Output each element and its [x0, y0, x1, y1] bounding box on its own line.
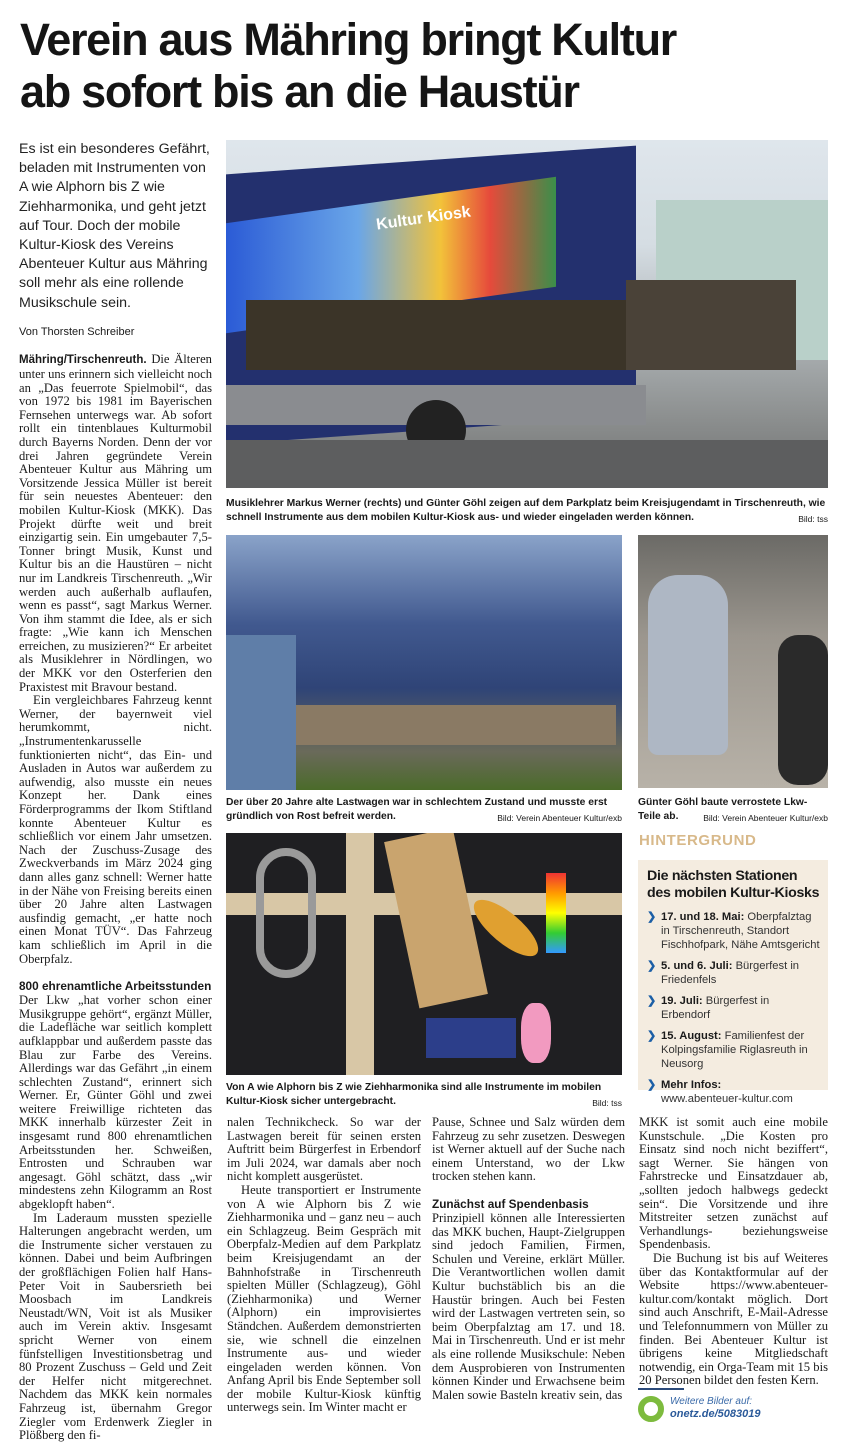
subheading: Zunächst auf Spendenbasis	[432, 1196, 589, 1211]
caption-text: Günter Göhl baute verrostete Lkw-Teile ab.	[638, 797, 808, 822]
item-text: Oberpfalztag in Tirschenreuth, Standort Fischhofpark, Nähe Amtsgericht	[661, 911, 820, 951]
photo-credit: Bild: tss	[592, 1097, 622, 1108]
byline: Von Thorsten Schreiber	[19, 325, 135, 338]
promo-label: Weitere Bilder auf:	[670, 1396, 753, 1407]
column-3	[432, 1116, 625, 1402]
column-1	[19, 140, 212, 1443]
body-paragraph	[19, 353, 212, 694]
photo-credit: Bild: tss	[798, 513, 828, 524]
more-photos-promo[interactable]	[638, 1388, 828, 1428]
photo-instruments	[226, 833, 622, 1075]
body-paragraph: Die Buchung ist bis auf Weiteres über das Kontaktformular auf der Website https://www.abenteuer-kultur.com/kontakt möglich. Dort sind auch Anschrift, E-Mail-Adresse und Telefonnummern von Müller zu finden. Bei Abenteuer Kultur ist übrigens keine Mitgliedschaft notwendig, ein Orga-Team mit 15 bis 20 Personen bildet den festen Kern.	[639, 1250, 828, 1388]
website-link[interactable]: www.abenteuer-kultur.com	[661, 1093, 793, 1105]
column-4	[639, 1116, 828, 1388]
onetz-logo-icon	[638, 1396, 664, 1422]
body-paragraph: Heute transportiert er Instrumente von A wie Alphorn bis Z wie Ziehharmonika und – ganz neu – auch ein Schlagzeug. Beim Gespräch mit Oberpfalz-Medien auf dem Parkplatz beim Kreisjugendamt an der Bahnhofstraße in Tirschenreuth spielten Müller (Schlagzeug), Göhl (Ziehharmonika) und Werner (Alphorn) ein improvisiertes Ständchen. Außerdem demonstrierten sie, wie schnell die einzelnen Instrumente aus- und wieder eingeladen werden können. Von Anfang April bis Ende September soll der mobile Kultur-Kiosk künftig unterwegs sein. Im Winter macht er	[227, 1182, 421, 1415]
photo-credit: Bild: Verein Abenteuer Kultur/exb	[703, 812, 828, 823]
body-paragraph: Pause, Schnee und Salz würden dem Fahrzeug zu sehr zusetzen. Deswegen ist Werner aktuell auf der Suche nach einem Unterstand, wo der Lkw trocken stehen kann.	[432, 1115, 625, 1184]
item-date: 15. August:	[661, 1030, 722, 1042]
photo-caption	[226, 796, 622, 825]
photo-caption	[226, 497, 828, 526]
body-paragraph: Der Lkw „hat vorher schon einer Musikgruppe gehört“, ergänzt Müller, die Ladefläche war seitlich komplett aufklappbar und außerdem passte das Blau zur Farbe des Vereins. Allerdings war das Gefährt „in einem schlechten Zustand“, erinnert sich Werner. Er, Günter Göhl und zwei weitere Freiwillige richteten das MKK innerhalb kürzester Zeit in insgesamt rund 800 ehrenamtlichen Arbeitsstunden her. Schweißen, Entrosten und Schrauben war angesagt. Göhl schätzt, dass „wir mindestens zehn Kilogramm an Rost abgeklopft haben“.	[19, 993, 212, 1212]
headline-line-2: ab sofort bis an die Haustür	[20, 66, 579, 117]
item-text: Bürgerfest in Friedenfels	[661, 960, 800, 986]
divider	[638, 1388, 684, 1390]
photo-caption	[226, 1081, 622, 1110]
body-text: Die Älteren unter uns erinnern sich vielleicht noch an „Das feuerrote Spielmobil“, das von 1972 bis 1981 im Bayerischen Fernsehen unterwegs war. Ab sofort rollt ein tintenblaues Kulturmobil durch Bayerns Norden. Denn der vor drei Jahren gegründete Verein Abenteuer Kultur aus Mähring um Vorsitzende Jessica Müller ist bereit für sein neuestes Abenteuer: den mobilen Kultur-Kiosk (MKK). Das Projekt dürfte weit und breit einzigartig sein. Ein umgebauter 7,5-Tonner bringt Musik, Kunst und Kultur bis an die Haustüren – nicht nur im Landkreis Tirschenreuth. „Wir werden auch außerhalb auflaufen, wenn es passt“, sagt Markus Werner. Von ihm stammt die Idee, als er sich fragte: „Wie kann ich Menschen erreichen, zu musizieren?“ Er arbeitet als Musiklehrer in Nördlingen, wo der MKK vor den Osterferien den Praxistest mit Bravour bestand.	[19, 352, 212, 694]
chevron-right-icon: ❯	[647, 995, 657, 1007]
truck-sign: Kultur Kiosk	[375, 203, 472, 234]
body-paragraph: Ein vergleichbares Fahrzeug kennt Werner, der bayernweit viel herumkommt, nicht. „Instrumentenkarusselle funktionierten nicht“, das Ein- und Ausladen in Autos war außerdem zu aufwendig, also musste ein neues Konzept her. Dank eines Förderprogramms der Ikom Stiftland konnte Abenteuer Kultur es schließlich vor einem Jahr umsetzen. Nach der Zuschuss-Zusage des Zweckverbands im März 2024 ging dann alles ganz schnell: Werner hatte in der Nähe von Freising bereits einen über 20 Jahre alten Lastwagen ausfindig gemacht, „er hatte noch einen Monat TÜV“. Das Fahrzeug kam schließlich im April in die Oberpfalz.	[19, 693, 212, 966]
photo-credit: Bild: Verein Abenteuer Kultur/exb	[497, 812, 622, 823]
photo-truck	[226, 140, 828, 488]
photo-goehl	[638, 535, 828, 788]
item-text: Bürgerfest in Erbendorf	[661, 995, 770, 1021]
list-item	[647, 1078, 820, 1106]
dateline: Mähring/Tirschenreuth.	[19, 354, 147, 367]
photo-caption	[638, 796, 828, 825]
subheading: 800 ehrenamtliche Arbeitsstunden	[19, 979, 212, 994]
item-date: Mehr Infos:	[661, 1079, 722, 1091]
lead-paragraph: Es ist ein besonderes Gefährt, beladen mit Instrumenten von A wie Alphorn bis Z wie Ziehharmonika, und geht jetzt auf Tour. Doch der mobile Kultur-Kiosk des Vereins Abenteuer Kultur aus Mähring soll mehr als eine rollende Musikschule sein.	[19, 141, 210, 311]
column-2	[227, 1116, 421, 1415]
chevron-right-icon: ❯	[647, 960, 657, 972]
promo-link[interactable]: onetz.de/5083019	[670, 1408, 761, 1420]
list-item	[647, 1029, 820, 1071]
headline-line-1: Verein aus Mähring bringt Kultur	[20, 14, 676, 65]
body-paragraph: nalen Technikcheck. So war der Lastwagen bereit für seinen ersten Auftritt beim Bürgerfest in Erbendorf im Juli 2024, war damals aber noch nicht komplett ausgerüstet.	[227, 1115, 421, 1184]
body-paragraph: MKK ist somit auch eine mobile Kunstschule. „Die Kosten pro Einsatz sind noch nicht beziffert“, sagt Werner. Sie hängen von Fahrstrecke und Einsatzdauer ab, „sollten jedoch halbwegs gedeckt sein“. Die Vorsitzende und ihre Mitstreiter setzen zunächst auf Verhandlungs- beziehungsweise Spendenbasis.	[639, 1115, 828, 1252]
chevron-right-icon: ❯	[647, 1079, 657, 1091]
headline	[20, 14, 840, 118]
list-item	[647, 910, 820, 952]
caption-text: Von A wie Alphorn bis Z wie Ziehharmonika sind alle Instrumente im mobilen Kultur-Kiosk sicher untergebracht.	[226, 1082, 602, 1107]
body-paragraph: Prinzipiell können alle Interessierten das MKK buchen, Haupt-Zielgruppen sind jedoch Familien, Firmen, Schulen und Vereine, erklärt Müller. Die Verantwortlichen wollen damit Kultur buchstäblich bis an die Haustür bringen. Auch bei Festen wird der Lastwagen vertreten sein, so beim Oberpfalztag am 17. und 18. Mai in Tirschenreuth. Und er ist mehr als eine rollende Musikschule: Neben dem Ausprobieren von Instrumenten können Kinder und Erwachsene beim Malen sowie Basteln kreativ sein, das	[432, 1210, 625, 1402]
info-box	[638, 860, 828, 1105]
chevron-right-icon: ❯	[647, 911, 657, 923]
body-paragraph: Im Laderaum mussten spezielle Halterungen angebracht werden, um die Instrumente sicher verstauen zu können. Dabei und beim Aufbringen der großflächigen Folien half Hans-Peter Voit in Saubersrieth bei Moosbach im Landkreis Neustadt/WN, Voit ist als Musiker auch im Verein aktiv. Insgesamt spricht Werner von einem fünfstelligen Investitionsbetrag und 80 Prozent Zuschuss – Geld und Zeit der Helfer nicht mitgerechnet. Nachdem das MKK kein normales Fahrzeug ist, übernahm Gregor Ziegler vom Erdenwerk Ziegler in Plößberg den fi-	[19, 1210, 212, 1443]
item-date: 19. Juli:	[661, 995, 703, 1007]
list-item	[647, 994, 820, 1022]
section-label: HINTERGRUND	[639, 832, 757, 849]
info-box-title: Die nächsten Stationen des mobilen Kultur-Kiosks	[647, 868, 820, 901]
caption-text: Musiklehrer Markus Werner (rechts) und Günter Göhl zeigen auf dem Parkplatz beim Kreisjugendamt in Tirschenreuth, wie schnell Instrumente aus dem mobilen Kultur-Kiosk aus- und wieder eingeladen werden können.	[226, 498, 826, 523]
caption-text: Der über 20 Jahre alte Lastwagen war in schlechtem Zustand und musste erst gründlich von Rost befreit werden.	[226, 797, 608, 822]
list-item	[647, 959, 820, 987]
item-date: 17. und 18. Mai:	[661, 911, 745, 923]
chevron-right-icon: ❯	[647, 1030, 657, 1042]
photo-rusty-truck	[226, 535, 622, 790]
item-date: 5. und 6. Juli:	[661, 960, 733, 972]
item-text: Familienfest der Kolpingsfamilie Riglasreuth in Neusorg	[661, 1030, 808, 1070]
